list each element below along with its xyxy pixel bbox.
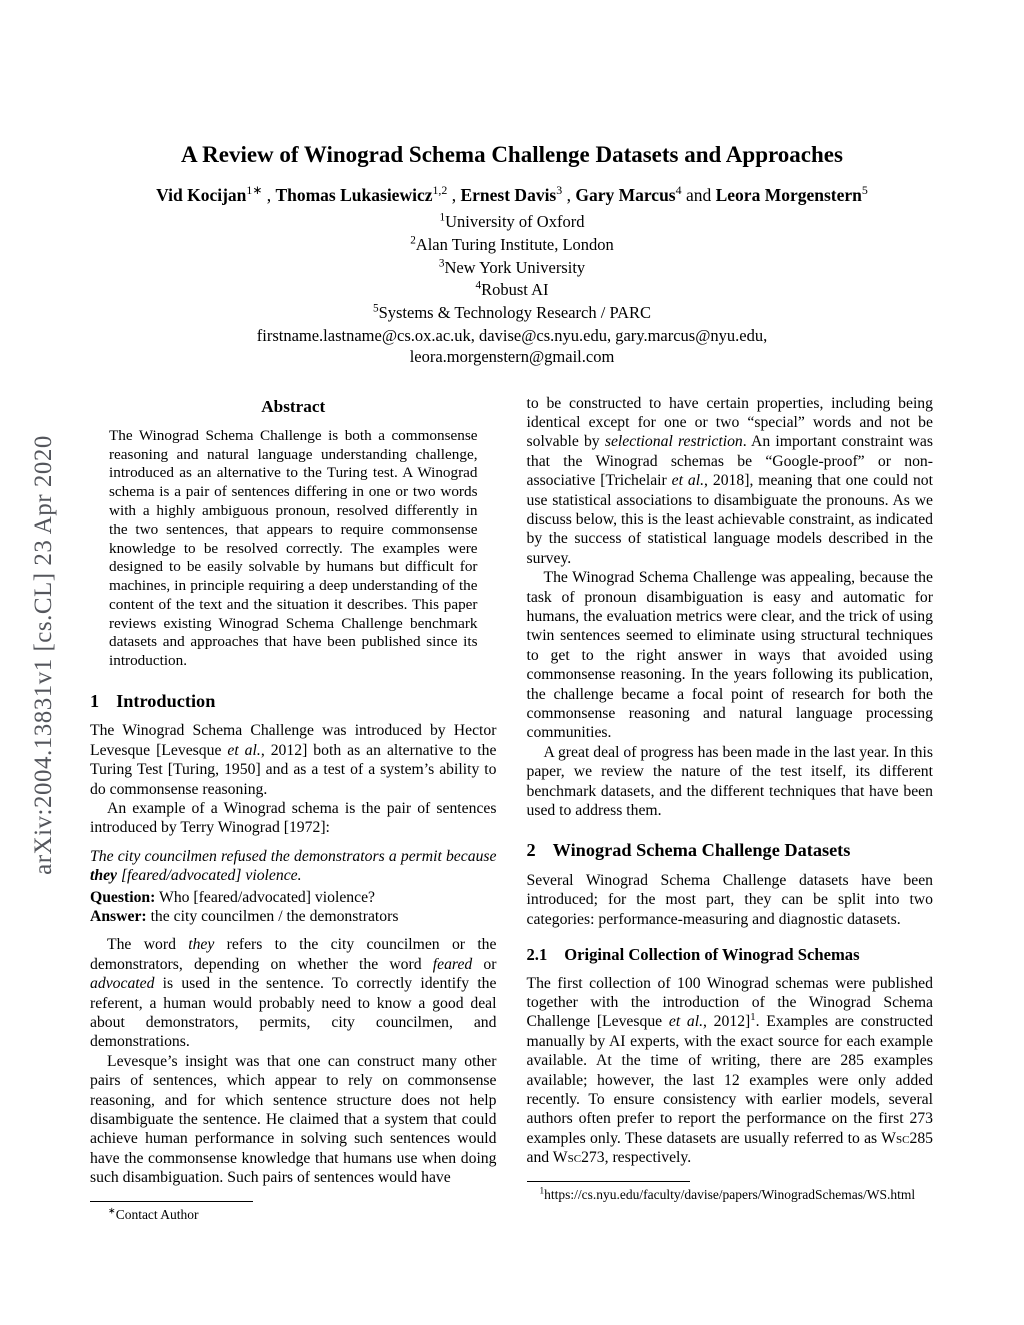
winograd-example-sentence: The city councilmen refused the demonstrators a permit because they [feared/advocated] violence. <box>90 847 497 885</box>
arxiv-banner: arXiv:2004.13831v1 [cs.CL] 23 Apr 2020 <box>30 435 57 875</box>
subsection-number: 2.1 <box>526 945 548 965</box>
paragraph: to be constructed to have certain properties, including being identical except for one or two “special” words and not be solvable by selectional restriction. An important constraint was that the Winograd schemas be “Google-proof” or non-associative [Trichelair et al., 2018], meaning that one could not use statistical associations to disambiguate the pronouns. As we discuss below, this is the least achievable constraint, as indicated by the success of statistical language models described in the survey. <box>526 394 934 567</box>
footnote-block-right <box>527 1181 934 1204</box>
paper-title: A Review of Winograd Schema Challenge Datasets and Approaches <box>181 142 843 167</box>
paragraph: The word they refers to the city councilmen or the demonstrators, depending on whether the word feared or advocated is used in the sentence. To correctly identify the referent, a human would probably need to know a good deal about demonstrators, permits, city councilmen, and demonstrations. <box>90 936 497 1051</box>
abstract-heading: Abstract <box>261 396 326 416</box>
paragraph: A great deal of progress has been made in the last year. In this paper, we review the nature of the test itself, its different benchmark datasets, and the different techniques that have been used to address them. <box>526 743 933 819</box>
paragraph: The first collection of 100 Winograd schemas were published together with the introduction of the Winograd Schema Challenge [Levesque et al., 2012]$^1$. Examples are constructed manually by AI experts, with the exact source for each example available. At the time of writing, there are 285 examples available; however, the last 12 examples were only added recently. To ensure consistency with earlier models, several authors often prefer to report the performance on the first 273 examples only. These datasets are usually referred to as Wsc285 and Wsc273, respectively. <box>526 974 934 1167</box>
subsection-heading-original-collection <box>527 945 934 965</box>
paper-header <box>0 0 1024 368</box>
email-line-2: leora.morgenstern@gmail.com <box>409 347 615 367</box>
affiliations-block <box>0 211 1024 325</box>
url-footnote: $^1$https://cs.nyu.edu/faculty/davise/papers/WinogradSchemas/WS.html <box>539 1185 916 1203</box>
answer-line: Answer: the city councilmen / the demonstrators <box>90 908 399 925</box>
right-column <box>527 394 934 1225</box>
section-heading-introduction <box>90 690 497 713</box>
authors-line: Vid Kocijan$^{1∗}$ , Thomas Lukasiewicz$^{1,2}$ , Ernest Davis$^3$ , Gary Marcus$^4$ and Leora Morgenstern$^5$ <box>156 183 868 205</box>
affiliation-university-of-oxford: $^1$University of Oxford <box>439 211 585 231</box>
affiliation-robust-ai: $^4$Robust AI <box>475 279 549 300</box>
affiliation-str-parc: $^5$Systems & Technology Research / PARC <box>372 302 652 323</box>
two-column-body <box>90 394 933 1225</box>
left-column <box>90 394 497 1225</box>
abstract-body: The Winograd Schema Challenge is both a commonsense reasoning and natural language understanding challenge, introduced as an alternative to the Turing test. A Winograd schema is a pair of sentences differing in one or two words with a highly ambiguous pronoun, resolved differently in the two sentences, that appears to require commonsense knowledge to be resolved correctly. The examples were designed to be easily solvable by humans but difficult for machines, in principle requiring a deep understanding of the content of the text and the situation it describes. This paper reviews existing Winograd Schema Challenge benchmark datasets and approaches that have been published since its introduction. <box>109 426 478 670</box>
contact-author-footnote: ∗Contact Author <box>108 1205 199 1223</box>
affiliation-alan-turing-institute: $^2$Alan Turing Institute, London <box>410 234 614 254</box>
subsection-title: Original Collection of Winograd Schemas <box>564 945 860 965</box>
footnote-rule <box>90 1201 253 1202</box>
paragraph: The Winograd Schema Challenge was appealing, because the task of pronoun disambiguation is easy and automatic for humans, the evaluation metrics were clear, and the trick of using twin sentences seemed to eliminate using structural techniques to get to the right answer in ways that avoided using commonsense reasoning. In the years following its publication, the challenge became a focal point of research for both the commonsense reasoning and natural language processing communities. <box>526 569 933 742</box>
section-number: 2 <box>526 840 536 861</box>
email-line-1: firstname.lastname@cs.ox.ac.uk, davise@cs.nyu.edu, gary.marcus@nyu.edu, <box>256 325 768 345</box>
section-number: 1 <box>90 690 100 711</box>
affiliation-new-york-university: $^3$New York University <box>438 257 586 277</box>
footnote-block-left <box>90 1201 497 1224</box>
question-line: Question: Who [feared/advocated] violence? <box>90 888 376 906</box>
paragraph: An example of a Winograd schema is the pair of sentences introduced by Terry Winograd [1972]: <box>90 800 497 837</box>
section-title: Winograd Schema Challenge Datasets <box>552 840 851 861</box>
section-title: Introduction <box>116 690 216 711</box>
footnote-rule <box>527 1181 690 1182</box>
paragraph: Levesque’s insight was that one can construct many other pairs of sentences, which appear to rely on commonsense reasoning, and for which sentence structure does not help disambiguate the sentence. He claimed that a system that could achieve human performance in solving such sentences would have the commonsense knowledge that humans use when doing such disambiguation. Such pairs of sentences would have <box>90 1052 497 1187</box>
section-heading-datasets <box>527 839 934 862</box>
paragraph: The Winograd Schema Challenge was introduced by Hector Levesque [Levesque et al., 2012] both as an alternative to the Turing Test [Turing, 1950] and as a test of a system’s ability to do commonsense reasoning. <box>90 722 497 798</box>
paragraph: Several Winograd Schema Challenge datasets have been introduced; for the most part, they can be split into two categories: performance-measuring and diagnostic datasets. <box>526 871 933 928</box>
